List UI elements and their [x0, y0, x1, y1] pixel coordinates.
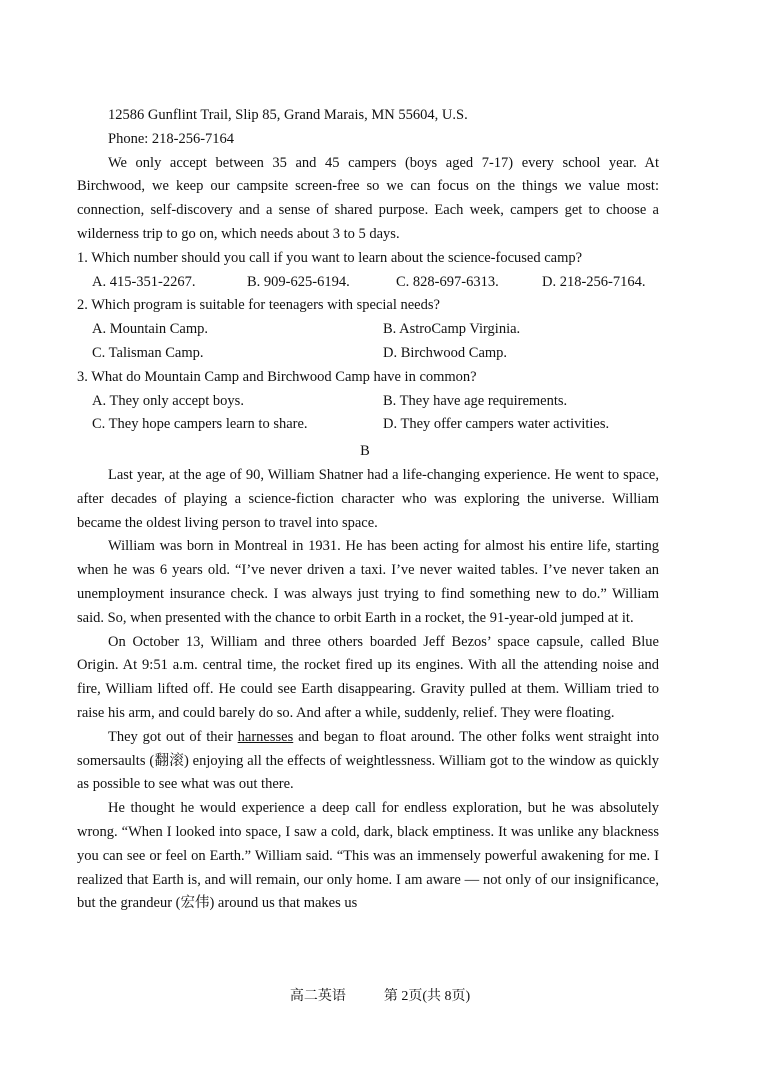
underlined-word: harnesses — [237, 728, 294, 745]
option-d: D. 218-256-7164. — [542, 273, 646, 290]
paragraph-4-start: They got out of their — [108, 728, 238, 745]
option-b: B. AstroCamp Virginia. — [383, 321, 521, 338]
option-c: C. Talisman Camp. — [92, 344, 204, 361]
option-d: D. Birchwood Camp. — [383, 344, 508, 361]
paragraph-4-rest: and began to float around. The other folks went straight into somersaults (翻滚) enjoying all the effects of weightlessness. William got to the window as quickly as possible to see what was out there. — [77, 728, 659, 793]
question-2: 2. Which program is suitable for teenagers with special needs? — [77, 297, 440, 314]
footer-page-number: 第 2页(共 8页) — [383, 989, 471, 1004]
option-c: C. 828-697-6313. — [396, 273, 499, 290]
camp-description: We only accept between 35 and 45 campers (boys aged 7-17) every school year. At Birchwood, we keep our campsite screen-free so we can focus on the things we value most: connection, self-discovery and a sense of shared purpose. Each week, campers get to choose a wilderness trip to go on, which needs about 3 to 5 days. — [77, 154, 659, 242]
passage-paragraph-1: Last year, at the age of 90, William Shatner had a life-changing experience. He went to space, after decades of playing a science-fiction character who was exploring the universe. William became the oldest living person to travel into space. — [77, 466, 659, 531]
question-2-options — [77, 318, 659, 366]
passage-paragraph-2: William was born in Montreal in 1931. He has been acting for almost his entire life, starting when he was 6 years old. “I’ve never driven a taxi. I’ve never waited tables. I’ve never taken an unemployment insurance check. I was always just trying to find something new to do.” William said. So, when presented with the chance to orbit Earth in a rocket, the 91-year-old jumped at it. — [77, 538, 659, 626]
passage-paragraph-5: He thought he would experience a deep call for endless exploration, but he was absolutely wrong. “When I looked into space, I saw a cold, dark, black emptiness. It was unlike any blackness you can see or feel on Earth.” William said. “This was an immensely powerful awakening for me. I realized that Earth is, and will remain, our only home. I am aware — not only of our insignificance, but the grandeur (宏伟) around us that makes us — [77, 800, 659, 912]
camp-address: 12586 Gunflint Trail, Slip 85, Grand Marais, MN 55604, U.S. — [108, 107, 468, 123]
question-3: 3. What do Mountain Camp and Birchwood Camp have in common? — [77, 368, 477, 385]
option-b: B. They have age requirements. — [383, 392, 568, 409]
option-c: C. They hope campers learn to share. — [92, 416, 308, 433]
option-a: A. Mountain Camp. — [92, 321, 208, 338]
question-1-options — [77, 271, 659, 295]
footer-subject: 高二英语 — [289, 989, 346, 1004]
question-3-options — [77, 390, 659, 438]
camp-phone: Phone: 218-256-7164 — [108, 130, 235, 147]
section-heading: B — [360, 443, 370, 460]
question-1: 1. Which number should you call if you want to learn about the science-focused camp? — [77, 249, 583, 266]
option-a: A. 415-351-2267. — [92, 273, 196, 290]
page-footer — [0, 985, 760, 1005]
page-content — [77, 104, 659, 916]
option-b: B. 909-625-6194. — [247, 273, 350, 290]
option-d: D. They offer campers water activities. — [383, 416, 610, 433]
passage-paragraph-3: On October 13, William and three others boarded Jeff Bezos’ space capsule, called Blue Origin. At 9:51 a.m. central time, the rocket fired up its engines. With all the attending noise and fire, William lifted off. He could see Earth disappearing. Gravity pulled at them. William tried to raise his arm, and could barely do so. And after a while, suddenly, relief. They were floating. — [77, 633, 659, 721]
passage-paragraph-4 — [77, 726, 659, 797]
option-a: A. They only accept boys. — [92, 392, 244, 409]
